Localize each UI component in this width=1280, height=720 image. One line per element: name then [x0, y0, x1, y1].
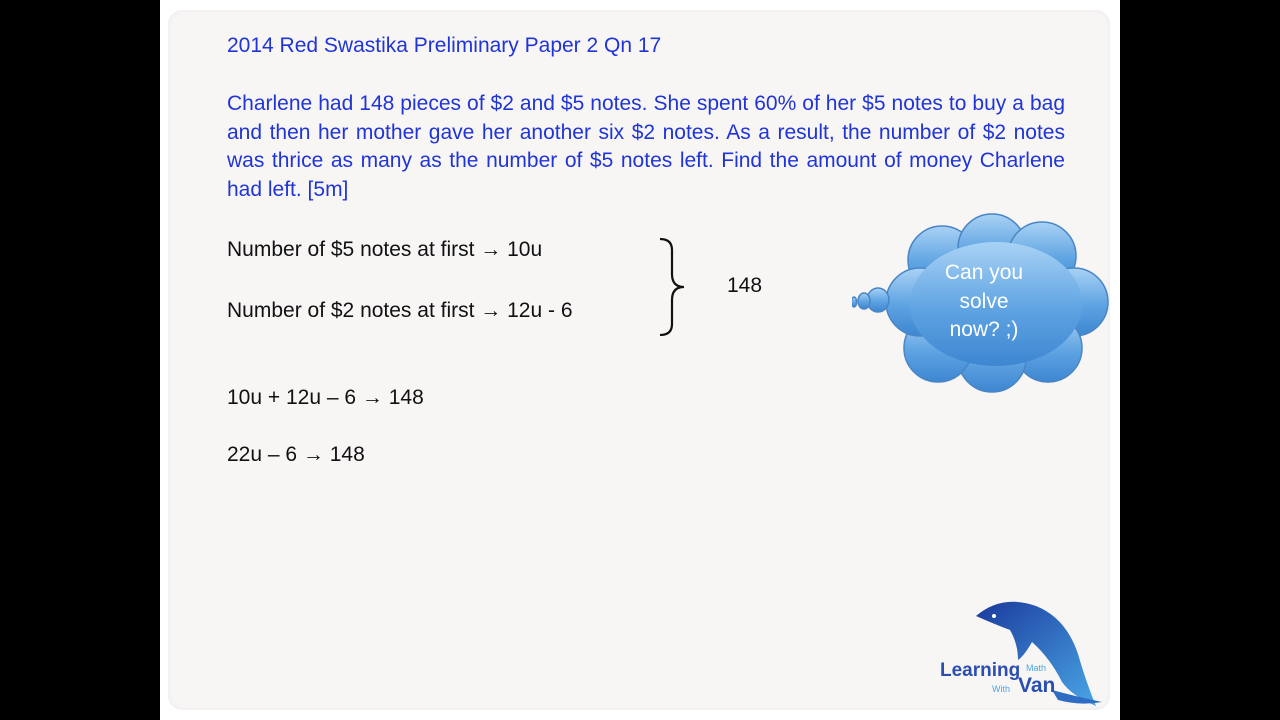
slide [168, 10, 1110, 710]
video-frame [160, 0, 1120, 720]
question-text: Charlene had 148 pieces of $2 and $5 notes. She spent 60% of her $5 notes to buy a bag and then her mother gave her another six $2 notes. As a result, the number of $2 notes was thrice as many as the number of $5 notes left. Find the amount of money Charlene had left. [5m] [227, 92, 1065, 202]
total-value: 148 [727, 274, 763, 297]
equation-2: 22u – 6 → 148 [227, 443, 365, 466]
work-line-2-dollar-notes: Number of $2 notes at first → 12u - 6 [227, 299, 573, 322]
curly-brace-icon [656, 236, 692, 336]
logo-van: Van [1018, 674, 1056, 697]
equation-1: 10u + 12u – 6 → 148 [227, 386, 424, 409]
work-line-5-dollar-notes: Number of $5 notes at first → 10u [227, 238, 543, 261]
logo-with: With [992, 684, 1010, 694]
bubble-line-1: Can you [944, 261, 1024, 284]
bubble-line-2: solve [959, 289, 1009, 313]
bubble-text [908, 259, 1060, 345]
slide-title: 2014 Red Swastika Preliminary Paper 2 Qn 17 [227, 34, 662, 57]
logo-learning: Learning [940, 660, 1021, 681]
bubble-line-3: now? ;) [949, 318, 1019, 341]
logo-math: Math [1026, 663, 1047, 673]
learning-math-with-van-logo [940, 596, 1106, 712]
